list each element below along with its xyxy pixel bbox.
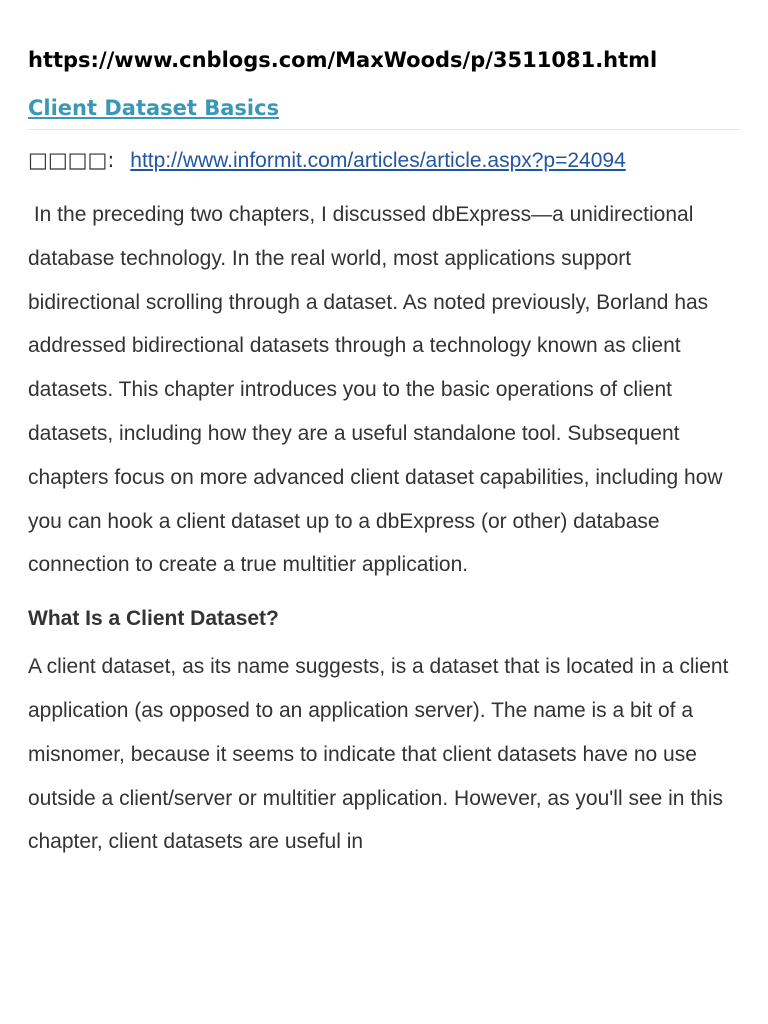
original-label: □□□□: bbox=[28, 148, 115, 172]
section-heading: What Is a Client Dataset? bbox=[28, 607, 279, 631]
original-source-line bbox=[28, 145, 740, 176]
post-title-link[interactable]: Client Dataset Basics bbox=[28, 96, 280, 120]
original-link[interactable]: http://www.informit.com/articles/article.aspx?p=24094 bbox=[130, 149, 626, 172]
intro-paragraph: In the preceding two chapters, I discussed dbExpress—a unidirectional database technology. In the real world, most applications support bidirectional scrolling through a dataset. As noted previously, Borland has addressed bidirectional datasets through a technology known as client datasets. This chapter introduces you to the basic operations of client datasets, including how they are a useful standalone tool. Subsequent chapters focus on more advanced client dataset capabilities, including how you can hook a client dataset up to a dbExpress (or other) database connection to create a true multitier application. bbox=[28, 203, 723, 577]
post-title bbox=[28, 95, 740, 130]
body-paragraph: A client dataset, as its name suggests, is a dataset that is located in a client application (as opposed to an application server). The name is a bit of a misnomer, because it seems to indicate that client datasets have no use outside a client/server or multitier application. However, as you'll see in this chapter, client datasets are useful in bbox=[28, 655, 729, 854]
source-url: https://www.cnblogs.com/MaxWoods/p/3511081.html bbox=[28, 48, 658, 72]
